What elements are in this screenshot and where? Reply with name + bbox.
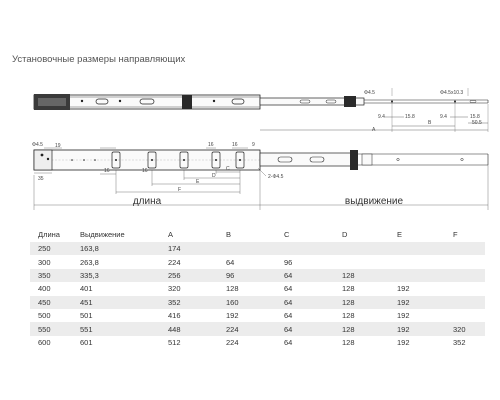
cell: [389, 242, 445, 255]
header-c: C: [284, 229, 290, 239]
cell: 128: [342, 324, 355, 334]
cell: 64: [284, 311, 293, 321]
cell: 192: [397, 324, 410, 334]
cell: 96: [226, 270, 235, 280]
cell: 192: [397, 297, 410, 307]
cell: 192: [226, 311, 239, 321]
top-view: [34, 88, 488, 133]
holes-note-label: 2-Φ4.5: [268, 174, 284, 180]
cell: 128: [342, 311, 355, 321]
cell: 500: [38, 311, 51, 321]
cell: 192: [397, 311, 410, 321]
cell: [334, 255, 389, 268]
cell: 350: [38, 270, 51, 280]
table-row: [30, 336, 485, 349]
cell: 512: [168, 337, 181, 347]
table-header-row: [30, 226, 485, 242]
page-title: Установочные размеры направляющих: [12, 54, 186, 65]
dim-9-4-label: 9.4: [378, 114, 385, 120]
cell: 192: [397, 337, 410, 347]
cell: [389, 255, 445, 268]
cell: 601: [80, 337, 93, 347]
table-row: [30, 309, 485, 322]
cell: 96: [284, 257, 293, 267]
table-row: [30, 322, 485, 335]
cell: 401: [80, 284, 93, 294]
dim-f-label: F: [178, 187, 182, 193]
cell: 128: [226, 284, 239, 294]
dim-d-label: D: [212, 173, 216, 179]
table-row: [30, 269, 485, 282]
side-hole-label: Φ4.5: [32, 142, 43, 148]
cell: 263,8: [80, 257, 99, 267]
cell: 64: [284, 337, 293, 347]
cell: 320: [453, 324, 466, 334]
header-length: Длина: [38, 229, 60, 239]
cell: 352: [168, 297, 181, 307]
cell: 416: [168, 311, 181, 321]
cell: 300: [38, 257, 51, 267]
cell: 224: [226, 324, 239, 334]
cell: 320: [168, 284, 181, 294]
cell: 160: [226, 297, 239, 307]
dim-b-label: B: [428, 120, 432, 126]
cell: 64: [284, 270, 293, 280]
dim-a-label: A: [372, 127, 376, 133]
header-b: B: [226, 229, 232, 239]
header-d: D: [342, 229, 348, 239]
length-label: длина: [132, 196, 162, 207]
cell: [445, 255, 485, 268]
cell: 64: [284, 297, 293, 307]
cell: 128: [342, 284, 355, 294]
cell: 448: [168, 324, 181, 334]
cell: 224: [226, 337, 239, 347]
dim-50-5-label: 50.5: [472, 120, 482, 126]
cell: 600: [38, 337, 51, 347]
header-extension: Выдвижение: [80, 229, 125, 239]
table-row: [30, 242, 485, 255]
cell: [445, 309, 485, 322]
cell: [445, 242, 485, 255]
cell: 335,3: [80, 270, 99, 280]
cell: 128: [342, 337, 355, 347]
cell: 174: [168, 244, 181, 254]
header-e: E: [397, 229, 403, 239]
cell: 163,8: [80, 244, 99, 254]
dim-16a-label: 16: [104, 168, 110, 174]
dim-e-label: E: [196, 179, 200, 185]
dim-16d-label: 16: [232, 142, 238, 148]
table-row: [30, 296, 485, 309]
cell: 64: [226, 257, 235, 267]
hole-diameter-label: Φ4.5: [364, 90, 375, 96]
dim-15-8b-label: 15.8: [470, 114, 480, 120]
dim-35-label: 35: [38, 176, 44, 182]
table-row: [30, 282, 485, 295]
cell: [389, 269, 445, 282]
cell: [218, 242, 276, 255]
cell: [445, 269, 485, 282]
cell: 64: [284, 324, 293, 334]
cell: [445, 296, 485, 309]
cell: 64: [284, 284, 293, 294]
dim-19-label: 19: [55, 143, 61, 149]
cell: [276, 242, 334, 255]
cell: 256: [168, 270, 181, 280]
header-a: A: [168, 229, 174, 239]
cell: 400: [38, 284, 51, 294]
dim-9-4b-label: 9.4: [440, 114, 447, 120]
table-row: [30, 255, 485, 268]
side-view: [32, 142, 488, 210]
cell: 501: [80, 311, 93, 321]
extension-label: выдвижение: [344, 196, 404, 207]
cell: [334, 242, 389, 255]
dim-16c-label: 16: [208, 142, 214, 148]
cell: [445, 282, 485, 295]
cell: 450: [38, 297, 51, 307]
dim-15-8-label: 15.8: [405, 114, 415, 120]
cell: 451: [80, 297, 93, 307]
cell: 224: [168, 257, 181, 267]
dim-16b-label: 16: [142, 168, 148, 174]
cell: 352: [453, 337, 466, 347]
cell: 550: [38, 324, 51, 334]
cell: 192: [397, 284, 410, 294]
cell: 551: [80, 324, 93, 334]
slot-size-label: Φ4.5x10.3: [440, 90, 464, 96]
cell: 128: [342, 270, 355, 280]
cell: 128: [342, 297, 355, 307]
header-f: F: [453, 229, 458, 239]
dimensions-table: [30, 226, 485, 349]
cell: 250: [38, 244, 51, 254]
dim-9-label: 9: [252, 142, 255, 148]
dim-c-label: C: [226, 166, 230, 172]
